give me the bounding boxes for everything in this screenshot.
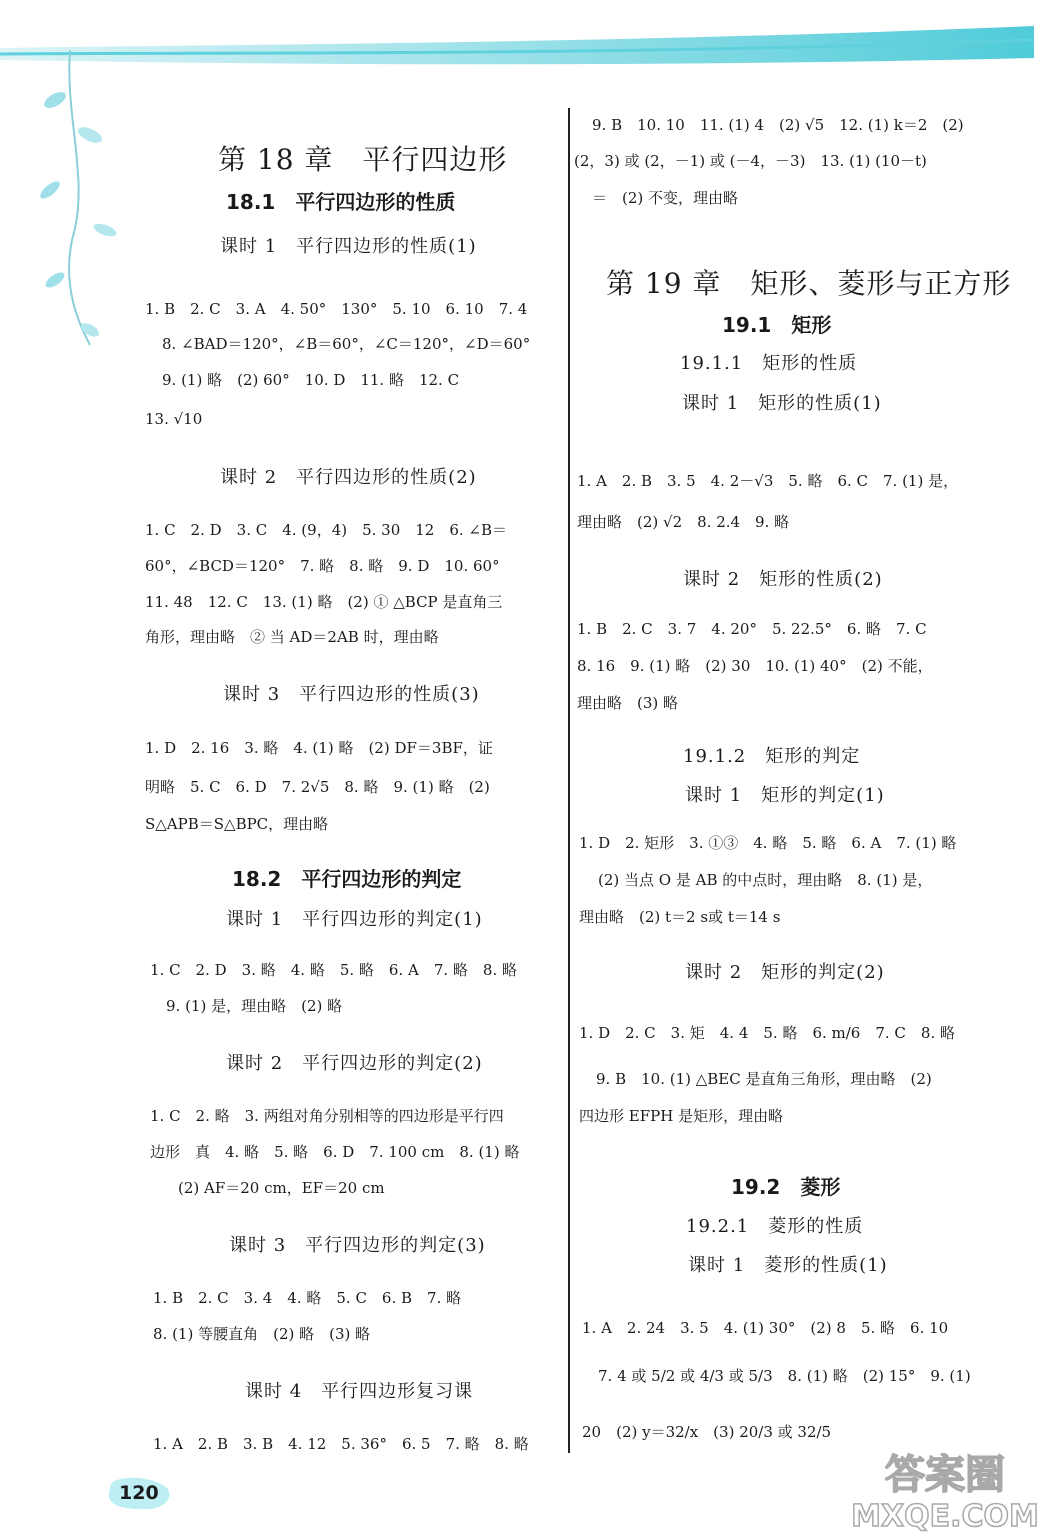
answer-line: 8. (1) 等腰直角 (2) 略 (3) 略: [153, 1325, 371, 1343]
answer-line: 9. B 10. 10 11. (1) 4 (2) √5 12. (1) k＝2 (2): [592, 116, 964, 134]
answer-line: (2，3) 或 (2，－1) 或 (－4，－3) 13. (1) (10－t): [574, 152, 927, 170]
subsection-heading: 19.2.1 菱形的性质: [686, 1216, 864, 1237]
section-heading: 18.2 平行四边形的判定: [232, 867, 462, 891]
page-number-text: 120: [119, 1482, 159, 1504]
answer-line: S△APB＝S△BPC，理由略: [145, 815, 329, 833]
lesson-title: 课时 3 平行四边形的判定(3): [229, 1235, 486, 1256]
answer-line: (2) 当点 O 是 AB 的中点时，理由略 8. (1) 是，: [598, 871, 933, 889]
watermark-line-2: MXQE.COM: [851, 1499, 1039, 1534]
answer-line: 角形，理由略 ② 当 AD＝2AB 时，理由略: [145, 628, 439, 646]
answer-line: 1. D 2. 16 3. 略 4. (1) 略 (2) DF＝3BF，证: [145, 739, 493, 757]
lesson-title: 课时 4 平行四边形复习课: [245, 1381, 474, 1402]
lesson-title: 课时 3 平行四边形的性质(3): [223, 684, 480, 705]
answer-line: 理由略 (3) 略: [577, 694, 679, 712]
column-divider: [568, 108, 570, 1453]
answer-line: 7. 4 或 5/2 或 4/3 或 5/3 8. (1) 略 (2) 15° 9. (1): [598, 1367, 971, 1385]
answer-line: (2) AF＝20 cm，EF＝20 cm: [178, 1179, 385, 1197]
lesson-title: 课时 1 平行四边形的判定(1): [226, 909, 483, 930]
lesson-title: 课时 2 矩形的判定(2): [685, 962, 885, 983]
page-number: [105, 1476, 175, 1512]
subsection-heading: 19.1.1 矩形的性质: [680, 353, 858, 374]
answer-line: 1. D 2. C 3. 矩 4. 4 5. 略 6. m/6 7. C 8. 略: [579, 1024, 955, 1042]
header-banner: [0, 0, 1060, 110]
answer-line: 1. B 2. C 3. 4 4. 略 5. C 6. B 7. 略: [153, 1289, 462, 1307]
answer-line: 理由略 (2) √2 8. 2.4 9. 略: [577, 513, 790, 531]
answer-line: ＝ (2) 不变，理由略: [592, 189, 739, 207]
answer-line: 1. C 2. D 3. C 4. (9，4) 5. 30 12 6. ∠B＝: [145, 521, 508, 539]
subsection-heading: 19.1.2 矩形的判定: [683, 746, 861, 767]
answer-line: 四边形 EFPH 是矩形，理由略: [579, 1107, 784, 1125]
answer-line: 1. A 2. B 3. B 4. 12 5. 36° 6. 5 7. 略 8. 略: [153, 1435, 529, 1453]
answer-line: 1. B 2. C 3. 7 4. 20° 5. 22.5° 6. 略 7. C: [577, 620, 927, 638]
section-heading: 18.1 平行四边形的性质: [226, 190, 456, 214]
section-heading: 19.1 矩形: [722, 313, 832, 337]
answer-line: 1. D 2. 矩形 3. ①③ 4. 略 5. 略 6. A 7. (1) 略: [579, 834, 957, 852]
answer-line: 1. A 2. B 3. 5 4. 2－√3 5. 略 6. C 7. (1) 是，: [577, 472, 959, 490]
lesson-title: 课时 2 平行四边形的判定(2): [226, 1053, 483, 1074]
chapter-title: 第 19 章 矩形、菱形与正方形: [606, 267, 1012, 300]
answer-line: 1. B 2. C 3. A 4. 50° 130° 5. 10 6. 10 7. 4: [145, 300, 528, 318]
lesson-title: 课时 1 矩形的判定(1): [685, 785, 885, 806]
section-heading: 19.2 菱形: [731, 1175, 841, 1199]
answer-line: 1. C 2. 略 3. 两组对角分别相等的四边形是平行四: [150, 1107, 504, 1125]
watermark-line-1: 答案圈: [885, 1452, 1005, 1498]
answer-line: 9. (1) 略 (2) 60° 10. D 11. 略 12. C: [162, 371, 460, 389]
answer-line: 11. 48 12. C 13. (1) 略 (2) ① △BCP 是直角三: [145, 593, 503, 611]
answer-line: 60°，∠BCD＝120° 7. 略 8. 略 9. D 10. 60°: [145, 557, 500, 575]
lesson-title: 课时 1 菱形的性质(1): [688, 1255, 888, 1276]
lesson-title: 课时 2 矩形的性质(2): [683, 569, 883, 590]
answer-line: 8. 16 9. (1) 略 (2) 30 10. (1) 40° (2) 不能，: [577, 657, 933, 675]
answer-line: 13. √10: [145, 410, 203, 428]
answer-line: 9. (1) 是，理由略 (2) 略: [166, 997, 343, 1015]
lesson-title: 课时 1 平行四边形的性质(1): [220, 236, 477, 257]
answer-line: 边形 真 4. 略 5. 略 6. D 7. 100 cm 8. (1) 略: [150, 1143, 520, 1161]
answer-line: 20 (2) y＝32/x (3) 20/3 或 32/5: [582, 1423, 832, 1441]
answer-line: 1. C 2. D 3. 略 4. 略 5. 略 6. A 7. 略 8. 略: [150, 961, 517, 979]
lesson-title: 课时 2 平行四边形的性质(2): [220, 467, 477, 488]
chapter-title: 第 18 章 平行四边形: [218, 143, 508, 176]
watermark-logo: [837, 1444, 1052, 1534]
lesson-title: 课时 1 矩形的性质(1): [682, 393, 882, 414]
answer-line: 明略 5. C 6. D 7. 2√5 8. 略 9. (1) 略 (2): [145, 778, 490, 796]
vine-decoration: [10, 40, 120, 350]
answer-line: 8. ∠BAD＝120°，∠B＝60°，∠C＝120°，∠D＝60°: [162, 335, 531, 353]
answer-line: 理由略 (2) t＝2 s或 t＝14 s: [579, 908, 781, 926]
answer-line: 9. B 10. (1) △BEC 是直角三角形，理由略 (2): [596, 1070, 932, 1088]
answer-line: 1. A 2. 24 3. 5 4. (1) 30° (2) 8 5. 略 6. 10: [582, 1319, 949, 1337]
